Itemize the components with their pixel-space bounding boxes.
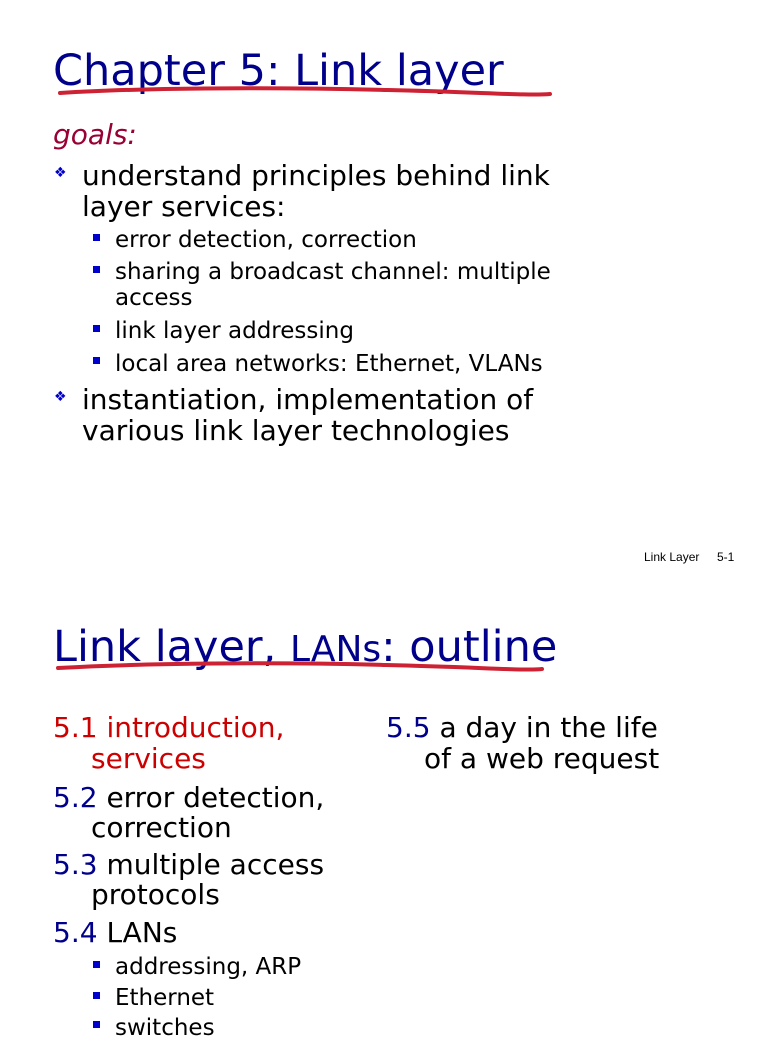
- outline-item: [386, 712, 658, 743]
- section-title-cont: of a web request: [424, 742, 660, 775]
- sub-bullet-line: local area networks: Ethernet, VLANs: [115, 351, 543, 377]
- bullet-line: layer services:: [82, 190, 286, 223]
- section-title: introduction,: [106, 711, 285, 744]
- section-title-cont: protocols: [91, 878, 220, 911]
- section-title: LANs: [106, 916, 178, 949]
- sub-bullet-line: Ethernet: [115, 985, 215, 1011]
- section-number: 5.2: [53, 781, 98, 814]
- diamond-bullet-icon: ❖: [54, 165, 67, 181]
- diamond-bullet-icon: ❖: [54, 389, 67, 405]
- page-number: 5-1: [717, 550, 735, 564]
- section-title-cont: services: [91, 742, 206, 775]
- section-number: 5.4: [53, 916, 98, 949]
- section-title: error detection,: [106, 781, 325, 814]
- outline-item: [53, 849, 324, 880]
- title-underline: [56, 659, 546, 679]
- title-part: Link layer,: [53, 622, 290, 672]
- bullet-line: understand principles behind link: [82, 159, 550, 192]
- section-title-cont: correction: [91, 811, 232, 844]
- section-number: 5.1: [53, 711, 98, 744]
- sub-bullet-line: link layer addressing: [115, 318, 354, 344]
- section-number: 5.3: [53, 848, 98, 881]
- sub-bullet-line: error detection, correction: [115, 227, 417, 253]
- title-part: LANs: [289, 629, 382, 670]
- section-title: multiple access: [106, 848, 325, 881]
- outline-item: [53, 782, 324, 813]
- sub-bullet-line: switches: [115, 1015, 215, 1041]
- bullet-line: instantiation, implementation of: [82, 383, 534, 416]
- outline-item: [53, 712, 284, 743]
- sub-bullet-line: sharing a broadcast channel: multiple: [115, 259, 551, 285]
- goals-label: goals:: [53, 118, 137, 151]
- slide-title: Chapter 5: Link layer: [53, 46, 504, 96]
- sub-bullet-line: addressing, ARP: [115, 954, 302, 980]
- section-number: 5.5: [386, 711, 431, 744]
- square-bullet-icon: [93, 992, 100, 999]
- title-underline: [58, 84, 553, 104]
- square-bullet-icon: [93, 234, 100, 241]
- bullet-line: various link layer technologies: [82, 414, 510, 447]
- footer-label: Link Layer: [644, 550, 700, 564]
- section-title: a day in the life: [439, 711, 658, 744]
- square-bullet-icon: [93, 357, 100, 364]
- title-part: : outline: [381, 622, 558, 672]
- square-bullet-icon: [93, 325, 100, 332]
- square-bullet-icon: [93, 266, 100, 273]
- square-bullet-icon: [93, 961, 100, 968]
- outline-item: [53, 917, 177, 948]
- square-bullet-icon: [93, 1021, 100, 1028]
- sub-bullet-line: access: [115, 285, 193, 311]
